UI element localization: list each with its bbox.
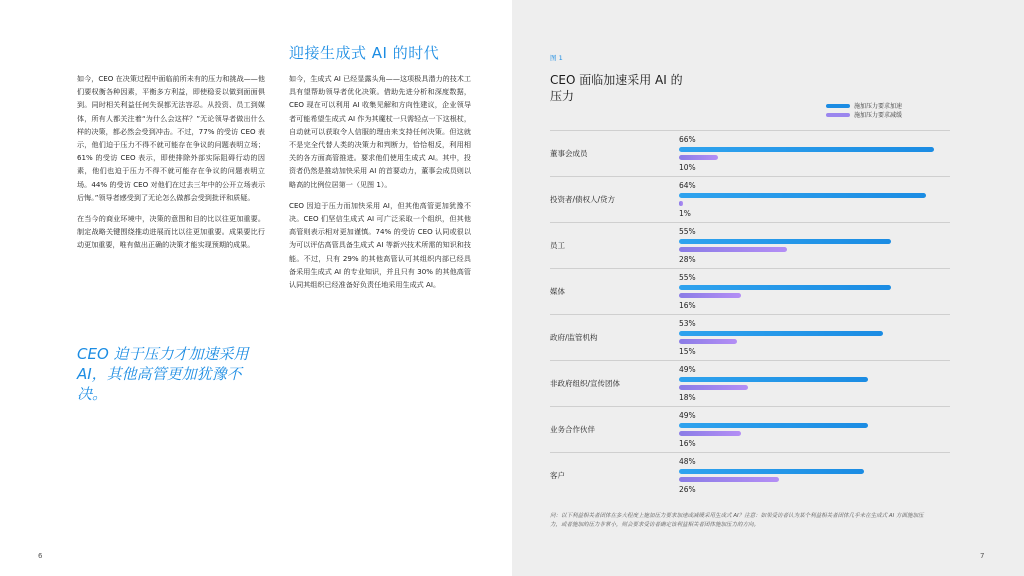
chart-row xyxy=(550,222,950,268)
bar-slow xyxy=(679,431,741,436)
bar-slow xyxy=(679,201,683,206)
body-column-left xyxy=(77,72,265,260)
bar-accelerate xyxy=(679,285,891,290)
data-label-accelerate: 48% xyxy=(679,457,696,466)
bar-accelerate xyxy=(679,147,934,152)
page-number-right: 7 xyxy=(980,552,985,560)
chart-row xyxy=(550,406,950,452)
bar-accelerate xyxy=(679,377,868,382)
body-paragraph: 在当今的商业环境中，决策的意图和目的比以往更加重要。制定战略关键围绕推动进展而比以往更加重要。成果要比行动更加重要，唯有做出正确的决策才能实现预期的成果。 xyxy=(77,214,265,250)
category-label: 非政府组织/宣传团体 xyxy=(550,379,621,388)
bar-accelerate xyxy=(679,331,883,336)
category-label: 投资者/债权人/贷方 xyxy=(550,195,616,204)
bar-slow xyxy=(679,385,748,390)
legend-swatch-accelerate xyxy=(826,104,850,108)
data-label-accelerate: 55% xyxy=(679,227,696,236)
data-label-slow: 28% xyxy=(679,255,696,264)
data-label-slow: 26% xyxy=(679,485,696,494)
data-label-slow: 16% xyxy=(679,439,696,448)
chart-row xyxy=(550,452,950,498)
data-label-accelerate: 53% xyxy=(679,319,696,328)
body-paragraph: CEO 因迫于压力而加快采用 AI，但其他高管更加犹豫不决。CEO 们坚信生成式 AI 可广泛采取一个组织，但其他高管则表示相对更加谨慎。74% 的受访 CEO 认同或很以为可以评估高管具备生成式 AI 等新兴技术所需的知识和技能。不过，只有 29% 的其他高管认可其组织内部已经具备采用生成式 AI 的专业知识，并且只有 30% 的其他高管认同其组织已经准备好负责任地采用生成式 AI。 xyxy=(289,200,471,290)
bar-slow xyxy=(679,247,787,252)
legend-label-accelerate: 施加压力要求加速 xyxy=(854,103,903,110)
page-number-left: 6 xyxy=(38,552,43,560)
chart-row xyxy=(550,314,950,360)
body-column-right xyxy=(289,72,471,299)
data-label-accelerate: 49% xyxy=(679,365,696,374)
body-paragraph: 如今，CEO 在决策过程中面临前所未有的压力和挑战——他们要权衡各种因素，平衡多方利益，即使稳妥以做到面面俱到。同时相关利益任何失误都无法容忍。从投资、员工到媒体，所有人都关注着“为什么会这样？”无论领导者做出什么样的决策，都必然会受到冲击。不过，77% 的受访 CEO 表示，他们迫于压力不得不就可能存在争议的问题表明立场；61% 的受访 CEO 表示，即使排除外部实际阻碍行动的因素，他们也迫于压力不得不就可能存在争议的问题表明立场。44% 的受访 CEO 对他们在过去三年中的公开立场表示后悔。”领导者感受到了无论怎么做都会受到批评和质疑。 xyxy=(77,74,265,202)
data-label-accelerate: 49% xyxy=(679,411,696,420)
data-label-slow: 16% xyxy=(679,301,696,310)
legend-entry-accelerate xyxy=(826,101,902,110)
data-label-accelerate: 64% xyxy=(679,181,696,190)
data-label-accelerate: 55% xyxy=(679,273,696,282)
bar-slow xyxy=(679,293,741,298)
data-label-slow: 10% xyxy=(679,163,696,172)
legend-swatch-slow xyxy=(826,113,850,117)
bar-slow xyxy=(679,339,737,344)
legend-label-slow: 施加压力要求减缓 xyxy=(854,112,903,119)
figure-label: 图 1 xyxy=(550,54,563,62)
body-paragraph: 如今，生成式 AI 已经显露头角——这项极具潜力的技术工具有望帮助领导者优化决策。借助先进分析和深度数据，CEO 现在可以利用 AI 收集见解和方向性建议，企业领导者可能希望生成式 AI 作为其魔杖一只需轻点一下这根杖，自动就可以获取令人信服的理由来支持任何决策。但这就不是完全代替人类的决策力和判断力，恰恰相反，利用相关的各方面高管推进。要求他们使用生成式 AI。其中，投资者仍然是推动加快采用 AI 的首要动力，董事会成员则以略高的比例位居第一（见图 1）。 xyxy=(289,74,471,189)
chart-row xyxy=(550,130,950,176)
chart-footnote: 问：以下利益相关者团体在多大程度上施加压力要求加速或减缓采用生成式 AI？注意：如果受访者认为某个利益相关者团体几乎未在生成式 AI 方面施加压力，或者施加的压力非常小，则会要求受访者确定该利益相关者团体施加压力的方向。 xyxy=(550,513,924,528)
legend-entry-slow xyxy=(826,110,902,119)
data-label-slow: 18% xyxy=(679,393,696,402)
chart-legend xyxy=(826,101,902,119)
bar-chart xyxy=(550,130,950,498)
bar-accelerate xyxy=(679,239,891,244)
bar-slow xyxy=(679,155,718,160)
bar-accelerate xyxy=(679,469,864,474)
category-label: 董事会成员 xyxy=(550,149,588,158)
chart-row xyxy=(550,176,950,222)
category-label: 媒体 xyxy=(550,287,565,296)
data-label-accelerate: 66% xyxy=(679,135,696,144)
chart-row xyxy=(550,360,950,406)
bar-slow xyxy=(679,477,779,482)
pull-quote: CEO 迫于压力才加速采用 AI，其他高管更加犹豫不决。 xyxy=(77,345,249,403)
chart-title: CEO 面临加速采用 AI 的压力 xyxy=(550,73,683,103)
data-label-slow: 1% xyxy=(679,209,691,218)
bar-accelerate xyxy=(679,193,926,198)
category-label: 客户 xyxy=(550,471,565,480)
bar-accelerate xyxy=(679,423,868,428)
data-label-slow: 15% xyxy=(679,347,696,356)
category-label: 业务合作伙伴 xyxy=(550,425,595,434)
section-title: 迎接生成式 AI 的时代 xyxy=(289,44,440,62)
chart-row xyxy=(550,268,950,314)
category-label: 政府/监管机构 xyxy=(550,333,598,342)
category-label: 员工 xyxy=(550,241,565,250)
